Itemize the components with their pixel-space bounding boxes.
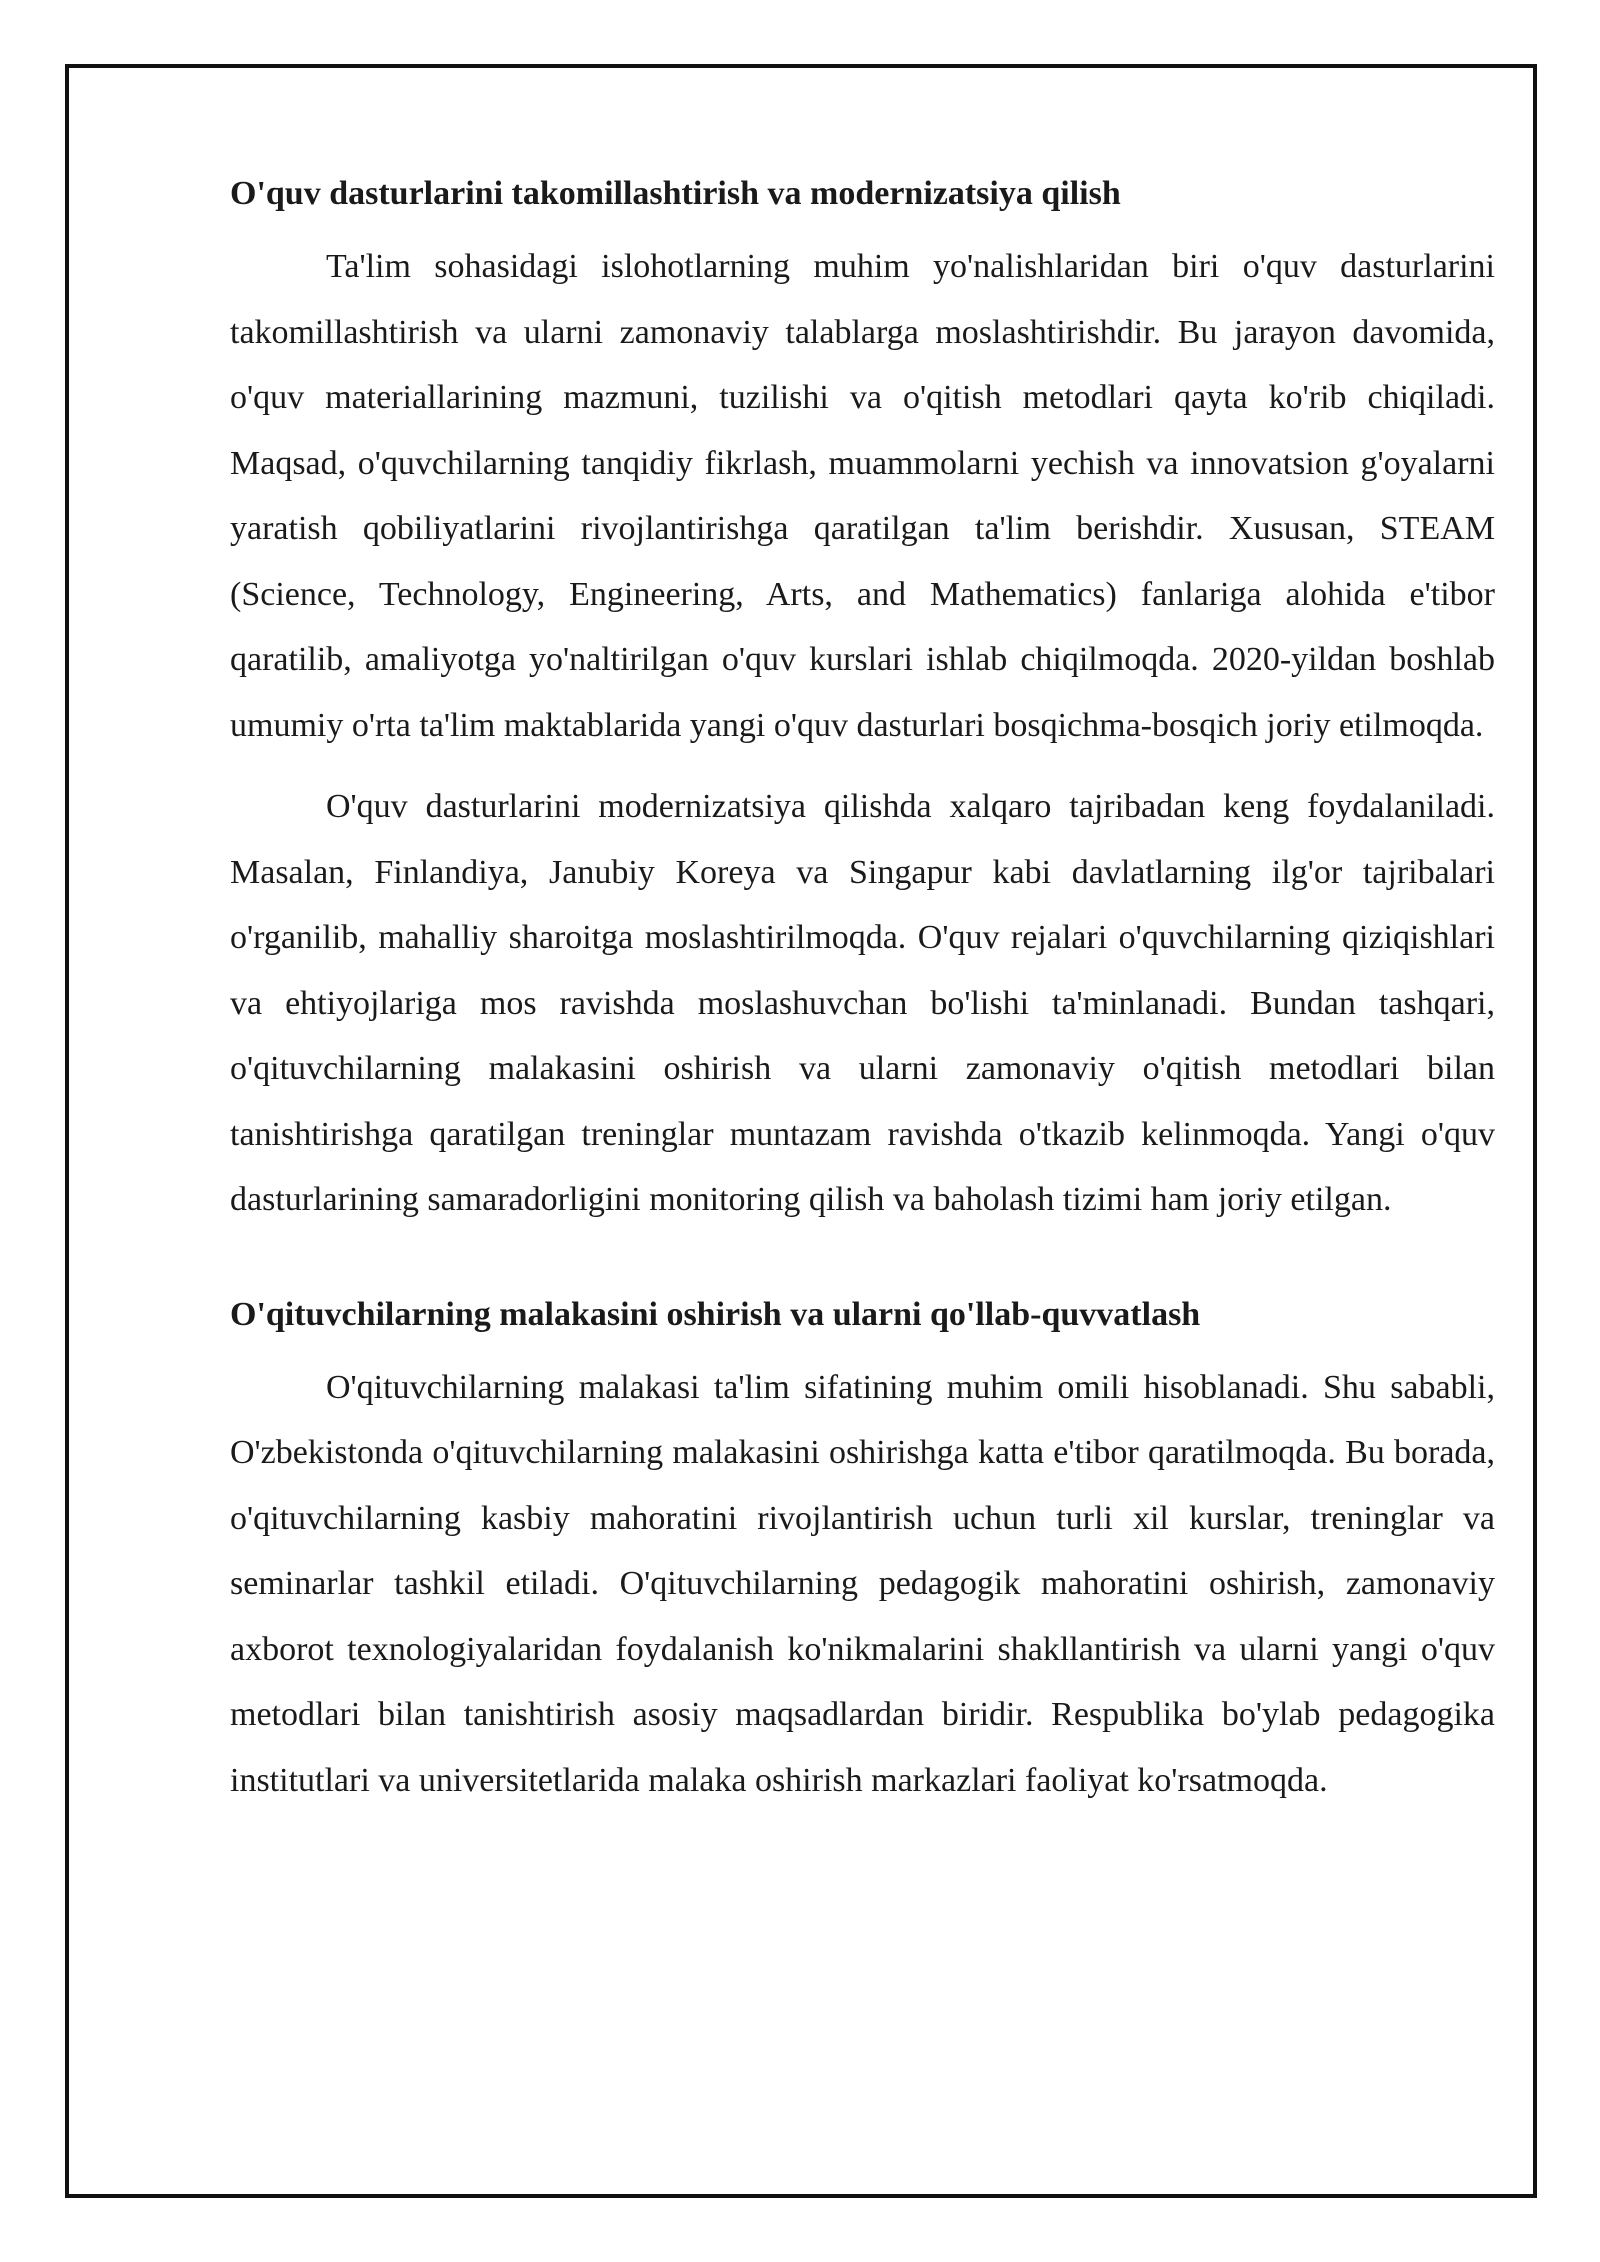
paragraph-curriculum-2: O'quv dasturlarini modernizatsiya qilishda xalqaro tajribadan keng foydalaniladi. Masalan, Finlandiya, Janubiy Koreya va Singapur kabi davlatlarning ilg'or tajribalari o'rganilib, mahalliy sharoitga moslashtirilmoqda. O'quv rejalari o'quvchilarning qiziqishlari va ehtiyojlariga mos ravishda moslashuvchan bo'lishi ta'minlanadi. Bundan tashqari, o'qituvchilarning malakasini oshirish va ularni zamonaviy o'qitish metodlari bilan tanishtirishga qaratilgan treninglar muntazam ravishda o'tkazib kelinmoqda. Yangi o'quv dasturlarining samaradorligini monitoring qilish va baholash tizimi ham joriy etilgan. (230, 788, 1495, 1218)
document-body (230, 170, 1495, 1829)
section-heading-teachers: O'qituvchilarning malakasini oshirish va ularni qo'llab-quvvatlash (230, 1295, 1201, 1333)
section-heading-curriculum: O'quv dasturlarini takomillashtirish va modernizatsiya qilish (230, 175, 1121, 212)
paragraph-curriculum-1: Ta'lim sohasidagi islohotlarning muhim yo'nalishlaridan biri o'quv dasturlarini takomillashtirish va ularni zamonaviy talablarga moslashtirishdir. Bu jarayon davomida, o'quv materiallarining mazmuni, tuzilishi va o'qitish metodlari qayta ko'rib chiqiladi. Maqsad, o'quvchilarning tanqidiy fikrlash, muammolarni yechish va innovatsion g'oyalarni yaratish qobiliyatlarini rivojlantirishga qaratilgan ta'lim berishdir. Xususan, STEAM (Science, Technology, Engineering, Arts, and Mathematics) fanlariga alohida e'tibor qaratilib, amaliyotga yo'naltirilgan o'quv kurslari ishlab chiqilmoqda. 2020-yildan boshlab umumiy o'rta ta'lim maktablarida yangi o'quv dasturlari bosqichma-bosqich joriy etilmoqda. (230, 248, 1495, 744)
paragraph-teachers-1: O'qituvchilarning malakasi ta'lim sifatining muhim omili hisoblanadi. Shu sababli, O'zbekistonda o'qituvchilarning malakasini oshirishga katta e'tibor qaratilmoqda. Bu borada, o'qituvchilarning kasbiy mahoratini rivojlantirish uchun turli xil kurslar, treninglar va seminarlar tashkil etiladi. O'qituvchilarning pedagogik mahoratini oshirish, zamonaviy axborot texnologiyalaridan foydalanish ko'nikmalarini shakllantirish va ularni yangi o'quv metodlari bilan tanishtirish asosiy maqsadlardan biridir. Respublika bo'ylab pedagogika institutlari va universitetlarida malaka oshirish markazlari faoliyat ko'rsatmoqda. (230, 1368, 1495, 1799)
